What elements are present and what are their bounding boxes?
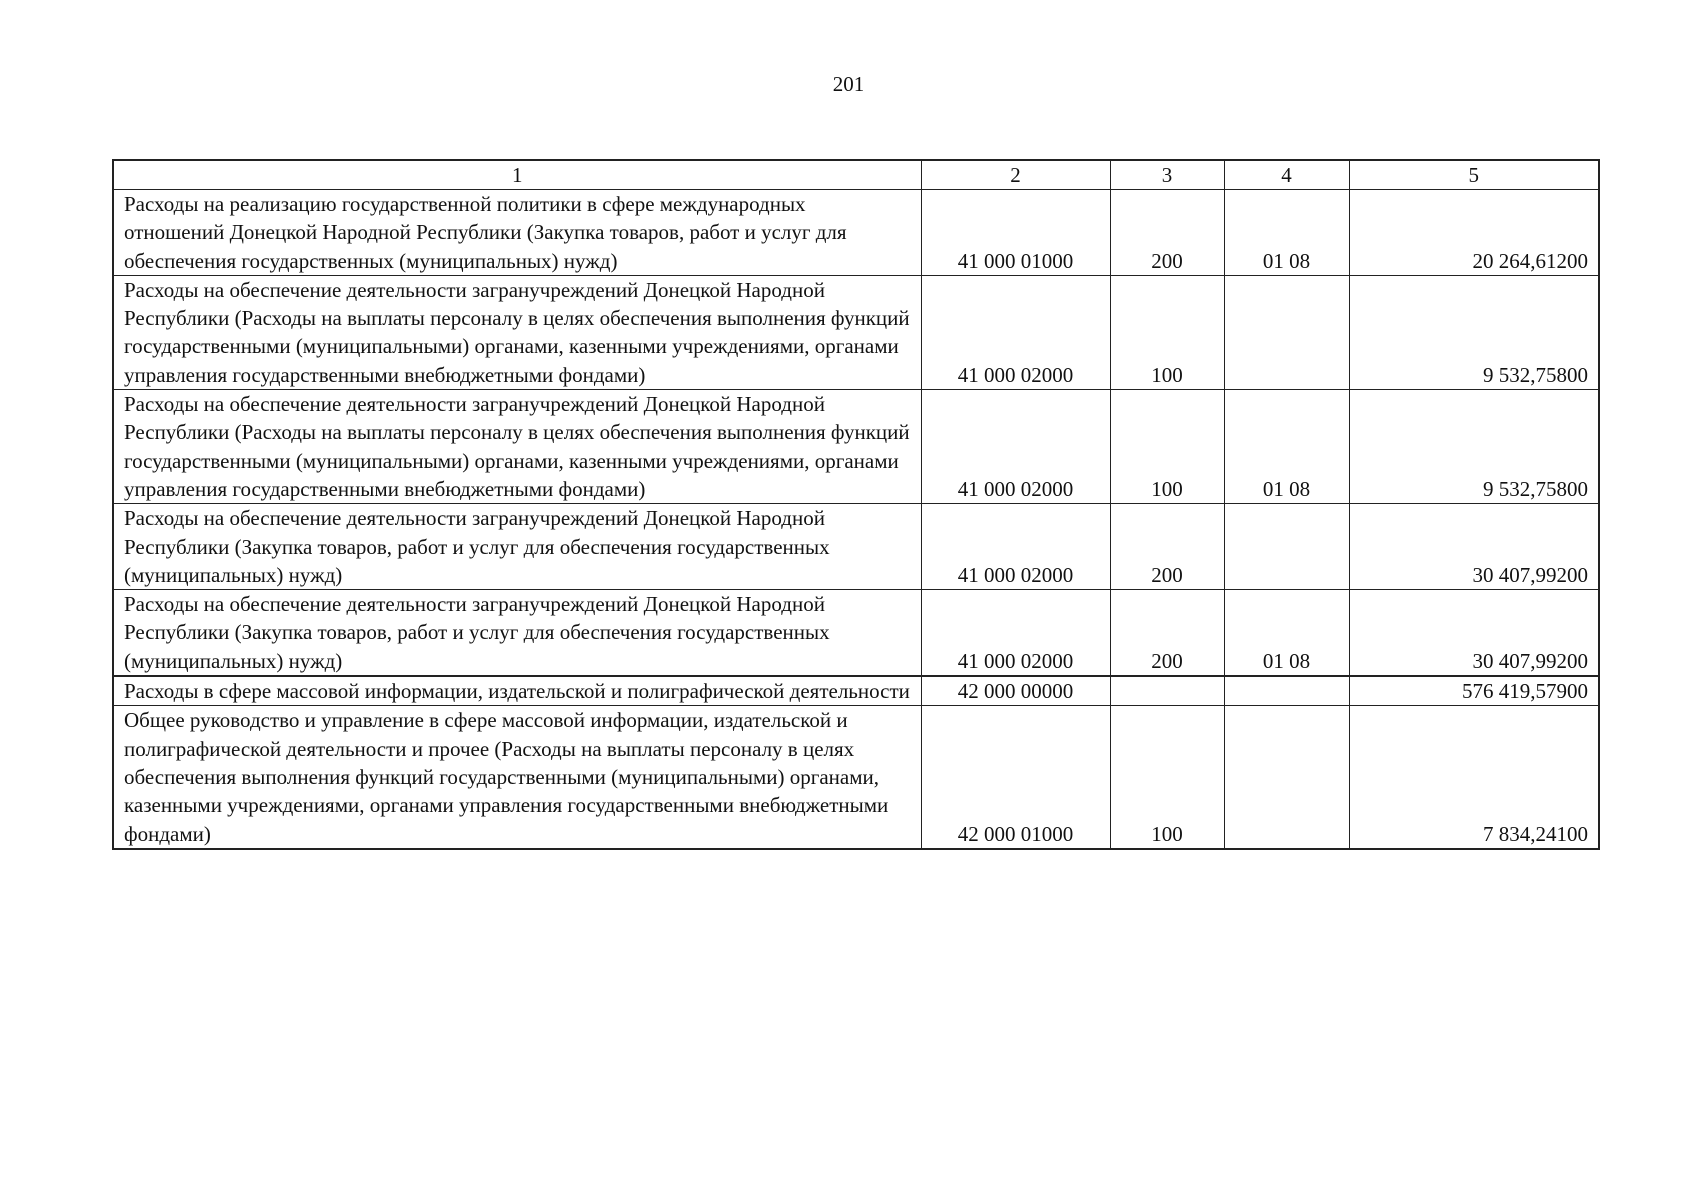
column-header-2: 2: [921, 160, 1110, 190]
row-target-article: 41 000 01000: [921, 190, 1110, 276]
row-description: Расходы на обеспечение деятельности загранучреждений Донецкой Народной Республики (Расходы на выплаты персоналу в целях обеспечения выполнения функций государственными (муниципальными) органами, казенными учреждениями, органами управления государственными внебюджетными фондами): [113, 390, 921, 504]
row-description: Расходы на обеспечение деятельности загранучреждений Донецкой Народной Республики (Закупка товаров, работ и услуг для обеспечения государственных (муниципальных) нужд): [113, 590, 921, 676]
table-row: [113, 706, 1599, 849]
row-section: [1224, 275, 1349, 389]
column-header-5: 5: [1349, 160, 1599, 190]
row-target-article: 41 000 02000: [921, 590, 1110, 676]
row-expense-type: 100: [1110, 706, 1224, 849]
column-header-4: 4: [1224, 160, 1349, 190]
row-target-article: 41 000 02000: [921, 390, 1110, 504]
row-amount: 20 264,61200: [1349, 190, 1599, 276]
row-amount: 576 419,57900: [1349, 676, 1599, 706]
row-target-article: 41 000 02000: [921, 504, 1110, 590]
row-amount: 9 532,75800: [1349, 390, 1599, 504]
row-section: [1224, 706, 1349, 849]
row-section: 01 08: [1224, 590, 1349, 676]
page-number: 201: [832, 72, 865, 96]
table-row: [113, 275, 1599, 389]
table-row: [113, 504, 1599, 590]
row-description: Расходы в сфере массовой информации, издательской и полиграфической деятельности: [113, 676, 921, 706]
row-expense-type: 200: [1110, 504, 1224, 590]
row-expense-type: 200: [1110, 590, 1224, 676]
table-row: [113, 390, 1599, 504]
row-target-article: 42 000 01000: [921, 706, 1110, 849]
row-description: Расходы на обеспечение деятельности загранучреждений Донецкой Народной Республики (Расходы на выплаты персоналу в целях обеспечения выполнения функций государственными (муниципальными) органами, казенными учреждениями, органами управления государственными внебюджетными фондами): [113, 275, 921, 389]
row-section: [1224, 504, 1349, 590]
row-section: 01 08: [1224, 390, 1349, 504]
row-section: [1224, 676, 1349, 706]
table-row: [113, 590, 1599, 676]
row-description: Общее руководство и управление в сфере массовой информации, издательской и полиграфической деятельности и прочее (Расходы на выплаты персоналу в целях обеспечения выполнения функций государственными (муниципальными) органами, казенными учреждениями, органами управления государственными внебюджетными фондами): [113, 706, 921, 849]
column-header-3: 3: [1110, 160, 1224, 190]
budget-table: [112, 159, 1600, 850]
row-expense-type: 100: [1110, 390, 1224, 504]
row-expense-type: 200: [1110, 190, 1224, 276]
row-expense-type: 100: [1110, 275, 1224, 389]
table-header-row: [113, 160, 1599, 190]
row-amount: 30 407,99200: [1349, 590, 1599, 676]
row-target-article: 42 000 00000: [921, 676, 1110, 706]
row-section: 01 08: [1224, 190, 1349, 276]
row-amount: 7 834,24100: [1349, 706, 1599, 849]
column-header-1: 1: [113, 160, 921, 190]
row-amount: 9 532,75800: [1349, 275, 1599, 389]
row-description: Расходы на обеспечение деятельности загранучреждений Донецкой Народной Республики (Закупка товаров, работ и услуг для обеспечения государственных (муниципальных) нужд): [113, 504, 921, 590]
row-expense-type: [1110, 676, 1224, 706]
table-row: [113, 190, 1599, 276]
table-row: [113, 676, 1599, 706]
row-amount: 30 407,99200: [1349, 504, 1599, 590]
row-target-article: 41 000 02000: [921, 275, 1110, 389]
row-description: Расходы на реализацию государственной политики в сфере международных отношений Донецкой Народной Республики (Закупка товаров, работ и услуг для обеспечения государственных (муниципальных) нужд): [113, 190, 921, 276]
